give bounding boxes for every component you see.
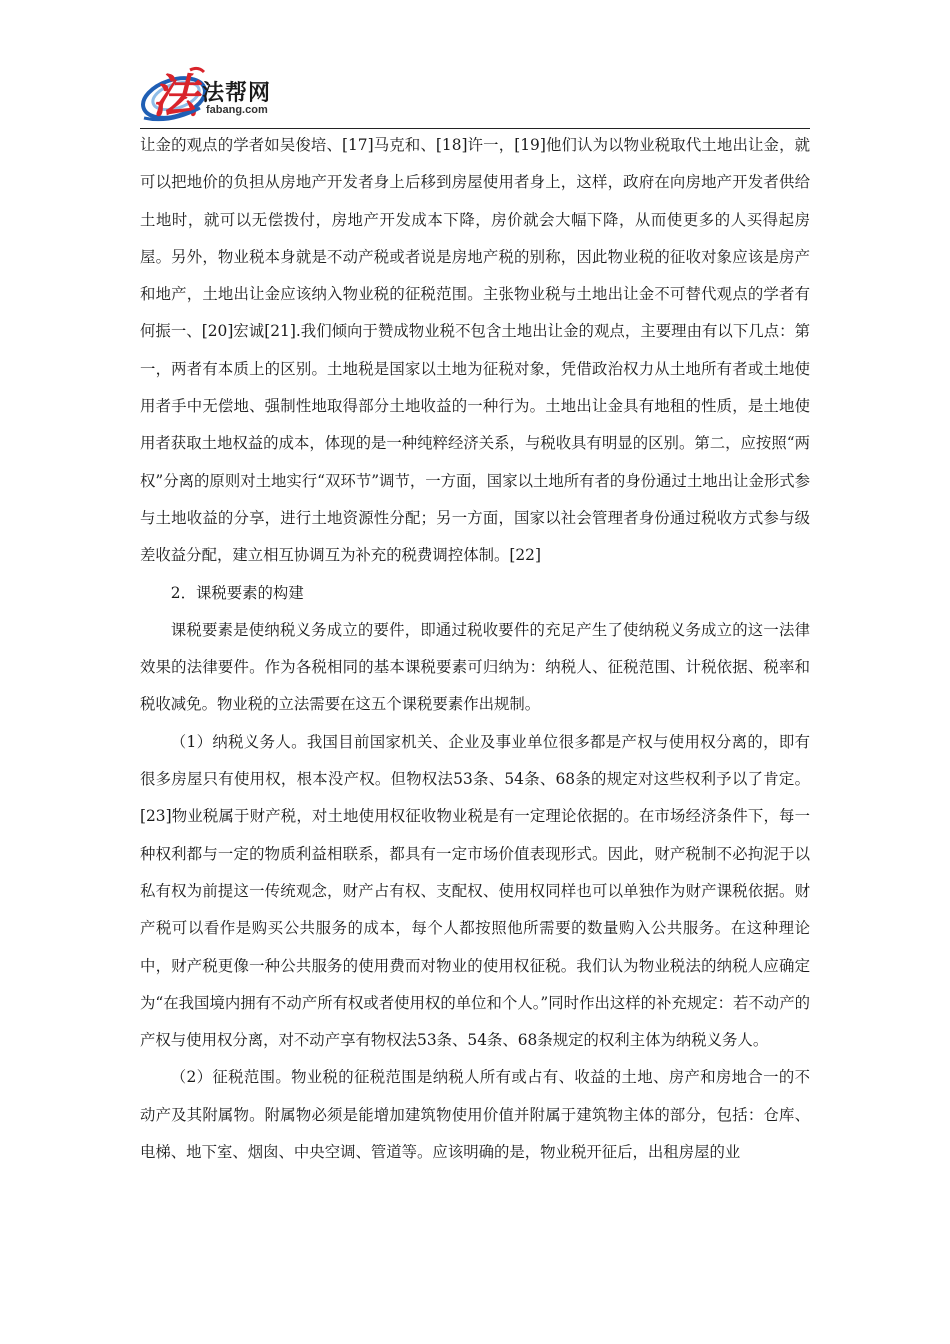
paragraph-1: 让金的观点的学者如吴俊培、[17]马克和、[18]许一，[19]他们认为以物业税取代土地出让金，就可以把地价的负担从房地产开发者身上后移到房屋使用者身上，这样，政府在向房地产开发者供给土地时，就可以无偿拨付，房地产开发成本下降，房价就会大幅下降，从而使更多的人买得起房屋。另外，物业税本身就是不动产税或者说是房地产税的别称，因此物业税的征收对象应该是房产和地产，土地出让金应该纳入物业税的征税范围。主张物业税与土地出让金不可替代观点的学者有何振一、[20]宏诚[21].我们倾向于赞成物业税不包含土地出让金的观点，主要理由有以下几点：第一，两者有本质上的区别。土地税是国家以土地为征税对象，凭借政治权力从土地所有者或土地使用者手中无偿地、强制性地取得部分土地收益的一种行为。土地出让金具有地租的性质，是土地使用者获取土地权益的成本，体现的是一种纯粹经济关系，与税收具有明显的区别。第二，应按照“两权”分离的原则对土地实行“双环节”调节，一方面，国家以土地所有者的身份通过土地出让金形式参与土地收益的分享，进行土地资源性分配；另一方面，国家以社会管理者身份通过税收方式参与级差收益分配，建立相互协调互为补充的税费调控体制。[22] — [140, 136, 811, 565]
fabang-logo[interactable] — [140, 60, 340, 126]
logo-domain: fabang.com — [206, 104, 268, 116]
paragraph-2: 课税要素是使纳税义务成立的要件，即通过税收要件的充足产生了使纳税义务成立的这一法律效果的法律要件。作为各税相同的基本课税要素可归纳为：纳税人、征税范围、计税依据、税率和税收减免。物业税的立法需要在这五个课税要素作出规制。 — [140, 620, 810, 714]
paragraph-3: （1）纳税义务人。我国目前国家机关、企业及事业单位很多都是产权与使用权分离的，即有很多房屋只有使用权，根本没产权。但物权法53条、54条、68条的规定对这些权利予以了肯定。[23]物业税属于财产税，对土地使用权征收物业税是有一定理论依据的。在市场经济条件下，每一种权利都与一定的物质利益相联系，都具有一定市场价值表现形式。因此，财产税制不必拘泥于以私有权为前提这一传统观念，财产占有权、支配权、使用权同样也可以单独作为财产课税依据。财产税可以看作是购买公共服务的成本，每个人都按照他所需要的数量购入公共服务。在这种理论中，财产税更像一种公共服务的使用费而对物业的使用权征税。我们认为物业税法的纳税人应确定为“在我国境内拥有不动产所有权或者使用权的单位和个人。”同时作出这样的补充规定：若不动产的产权与使用权分离，对不动产享有物权法53条、54条、68条规定的权利主体为纳税义务人。 — [140, 732, 810, 1050]
section-heading: 2．课税要素的构建 — [170, 583, 304, 602]
logo-site-name: 法帮网 — [202, 81, 272, 106]
document-body — [140, 127, 810, 1171]
page-header — [140, 60, 810, 130]
svg-text:法: 法 — [152, 69, 198, 123]
paragraph-4: （2）征税范围。物业税的征税范围是纳税人所有或占有、收益的土地、房产和房地合一的不动产及其附属物。附属物必须是能增加建筑物使用价值并附属于建筑物主体的部分，包括：仓库、电梯、地下室、烟囱、中央空调、管道等。应该明确的是，物业税开征后，出租房屋的业 — [140, 1068, 810, 1162]
